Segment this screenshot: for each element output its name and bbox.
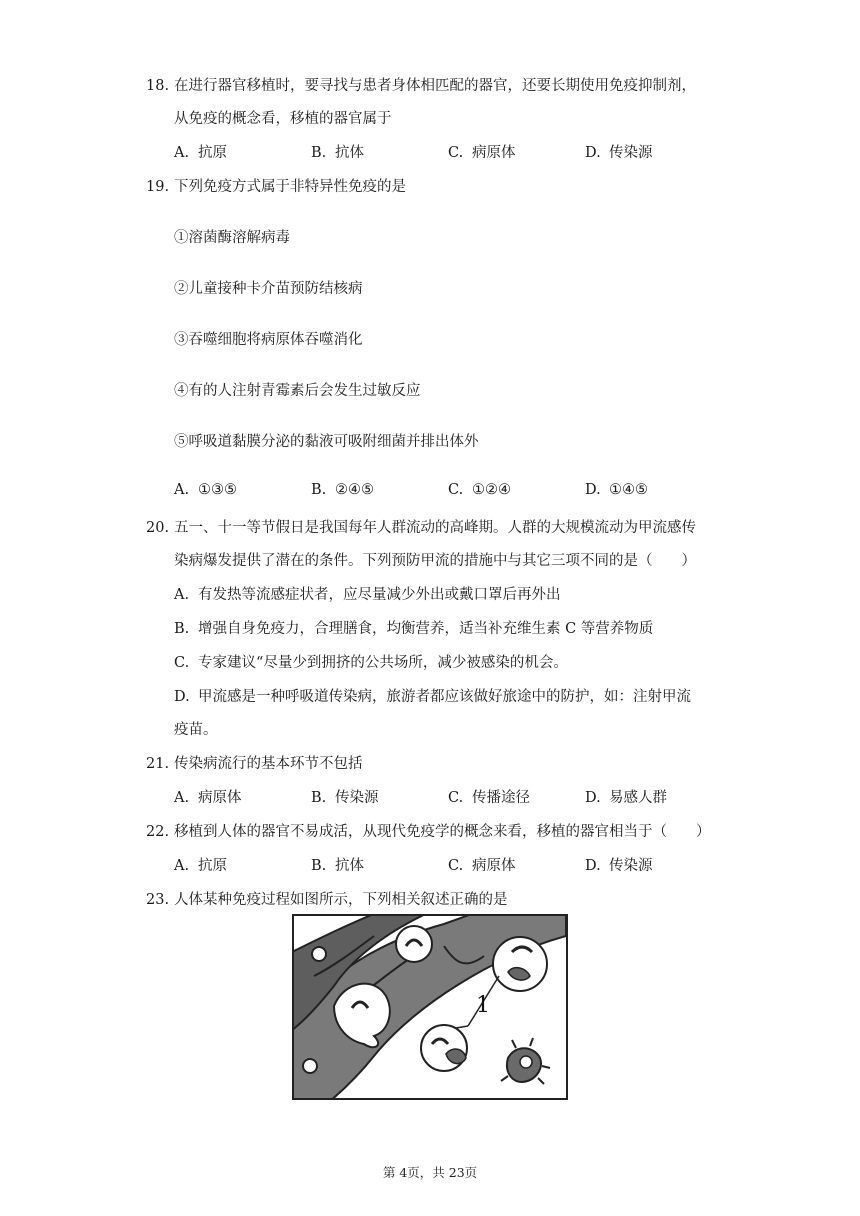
blood-cell bbox=[312, 947, 326, 961]
blood-cell bbox=[303, 1059, 317, 1073]
figure-label: 1 bbox=[476, 993, 490, 1018]
option-b: B. 传染源 bbox=[311, 790, 379, 806]
option-b: B. 抗体 bbox=[311, 858, 364, 874]
question-21 bbox=[146, 752, 363, 773]
question-20-line2: 染病爆发提供了潜在的条件。下列预防甲流的措施中与其它三项不同的是（ ） bbox=[174, 553, 696, 569]
question-18-line2: 从免疫的概念看，移植的器官属于 bbox=[174, 111, 392, 127]
option-a: A. ①③⑤ bbox=[174, 482, 237, 498]
option-c: C. ①②④ bbox=[448, 482, 511, 498]
question-number: 20. bbox=[146, 520, 170, 536]
question-stem: 下列免疫方式属于非特异性免疫的是 bbox=[174, 179, 406, 195]
option-b: B. 抗体 bbox=[311, 145, 364, 161]
immune-process-figure bbox=[292, 914, 568, 1100]
question-stem: 五一、十一等节假日是我国每年人群流动的高峰期。人群的大规模流动为甲流感传 bbox=[174, 520, 696, 536]
statement-item: ①溶菌酶溶解病毒 bbox=[174, 230, 290, 246]
question-20-line1 bbox=[146, 516, 696, 537]
phagocyte-engulfing bbox=[493, 937, 547, 991]
option-b: B. 增强自身免疫力，合理膳食，均衡营养，适当补充维生素 C 等营养物质 bbox=[174, 621, 654, 637]
option-b: B. ②④⑤ bbox=[311, 482, 374, 498]
statement-item: ④有的人注射青霉素后会发生过敏反应 bbox=[174, 383, 421, 399]
question-19 bbox=[146, 175, 406, 196]
option-a: A. 抗原 bbox=[174, 145, 227, 161]
option-a: A. 有发热等流感症状者，应尽量减少外出或戴口罩后再外出 bbox=[174, 587, 561, 603]
statement-item: ⑤呼吸道黏膜分泌的黏液可吸附细菌并排出体外 bbox=[174, 434, 479, 450]
option-a: A. 病原体 bbox=[174, 790, 242, 806]
question-number: 21. bbox=[146, 756, 170, 772]
question-18-line1 bbox=[146, 74, 696, 95]
pointer-line bbox=[456, 1026, 468, 1028]
option-d: D. 传染源 bbox=[585, 858, 653, 874]
question-number: 22. bbox=[146, 824, 170, 840]
option-c: C. 传播途径 bbox=[448, 790, 530, 806]
option-c: C. 专家建议“尽量少到拥挤的公共场所，减少被感染的机会。 bbox=[174, 655, 568, 671]
white-blood-cell bbox=[396, 926, 432, 962]
option-a: A. 抗原 bbox=[174, 858, 227, 874]
option-d: D. 传染源 bbox=[585, 145, 653, 161]
option-d: D. ①④⑤ bbox=[585, 482, 648, 498]
question-number: 23. bbox=[146, 892, 170, 908]
question-23 bbox=[146, 888, 508, 909]
question-number: 19. bbox=[146, 179, 170, 195]
page-footer: 第 4页，共 23页 bbox=[382, 1165, 478, 1180]
question-stem: 移植到人体的器官不易成活，从现代免疫学的概念来看，移植的器官相当于（ ） bbox=[174, 824, 711, 840]
question-stem: 在进行器官移植时，要寻找与患者身体相匹配的器官，还要长期使用免疫抑制剂， bbox=[174, 78, 696, 94]
option-d: D. 甲流感是一种呼吸道传染病，旅游者都应该做好旅途中的防护，如：注射甲流 bbox=[174, 689, 691, 705]
option-c: C. 病原体 bbox=[448, 145, 516, 161]
question-number: 18. bbox=[146, 78, 170, 94]
question-22 bbox=[146, 820, 711, 841]
question-stem: 传染病流行的基本环节不包括 bbox=[174, 756, 363, 772]
option-d-continuation: 疫苗。 bbox=[174, 722, 218, 738]
phagocyte bbox=[421, 1025, 467, 1071]
pathogen-spot bbox=[520, 1056, 532, 1068]
statement-item: ②儿童接种卡介苗预防结核病 bbox=[174, 281, 363, 297]
option-c: C. 病原体 bbox=[448, 858, 516, 874]
question-stem: 人体某种免疫过程如图所示，下列相关叙述正确的是 bbox=[174, 892, 508, 908]
option-d: D. 易感人群 bbox=[585, 790, 667, 806]
statement-item: ③吞噬细胞将病原体吞噬消化 bbox=[174, 332, 363, 348]
immune-illustration bbox=[294, 916, 566, 1098]
